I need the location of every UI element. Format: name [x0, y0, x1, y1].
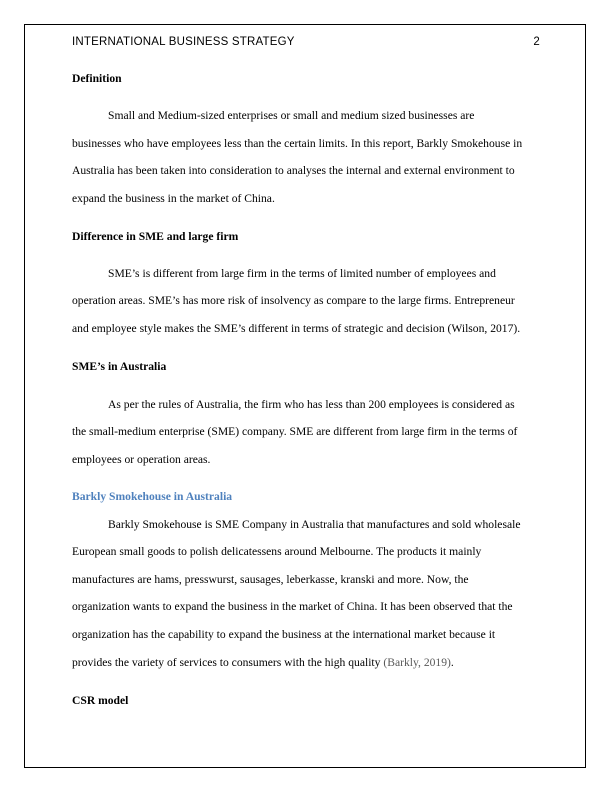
paragraph-line: expand the business in the market of China. [72, 192, 275, 205]
running-header [72, 36, 540, 50]
paragraph-line: manufactures are hams, presswurst, sausages, leberkasse, kranski and more. Now, the [72, 573, 469, 586]
paragraph-line: As per the rules of Australia, the firm who has less than 200 employees is considered as [108, 398, 515, 411]
paragraph-line: SME’s is different from large firm in the terms of limited number of employees and [108, 267, 496, 280]
paragraph-line-with-citation [72, 656, 454, 669]
sentence-end: . [450, 656, 454, 669]
heading-sme-australia: SME’s in Australia [72, 360, 167, 373]
heading-definition: Definition [72, 72, 122, 85]
paragraph-line: organization has the capability to expand the business at the international market because it [72, 628, 496, 641]
paragraph-line: businesses who have employees less than the certain limits. In this report, Barkly Smokehouse in [72, 137, 523, 150]
paragraph-line: the small-medium enterprise (SME) company. SME are different from large firm in the terms of [72, 425, 518, 438]
paragraph-line: operation areas. SME’s has more risk of insolvency as compare to the large firms. Entrepreneur [72, 294, 515, 307]
citation: (Barkly, 2019) [383, 656, 451, 669]
paragraph-line: Barkly Smokehouse is SME Company in Australia that manufactures and sold wholesale [108, 518, 521, 531]
paragraph-line: employees or operation areas. [72, 453, 211, 466]
heading-difference: Difference in SME and large firm [72, 230, 239, 243]
paragraph-line: and employee style makes the SME’s different in terms of strategic and decision (Wilson, 2017). [72, 322, 521, 335]
page-number: 2 [533, 36, 540, 48]
paragraph-line: European small goods to polish delicatessens around Melbourne. The products it mainly [72, 545, 482, 558]
heading-barkly: Barkly Smokehouse in Australia [72, 490, 233, 503]
heading-csr: CSR model [72, 694, 129, 707]
paragraph-line: organization wants to expand the business in the market of China. It has been observed that the [72, 600, 513, 613]
paragraph-line: Small and Medium-sized enterprises or small and medium sized businesses are [108, 109, 475, 122]
paragraph-line: Australia has been taken into consideration to analyses the internal and external environment to [72, 164, 515, 177]
header-title: INTERNATIONAL BUSINESS STRATEGY [72, 36, 295, 48]
paragraph-text: provides the variety of services to consumers with the high quality [72, 656, 384, 669]
